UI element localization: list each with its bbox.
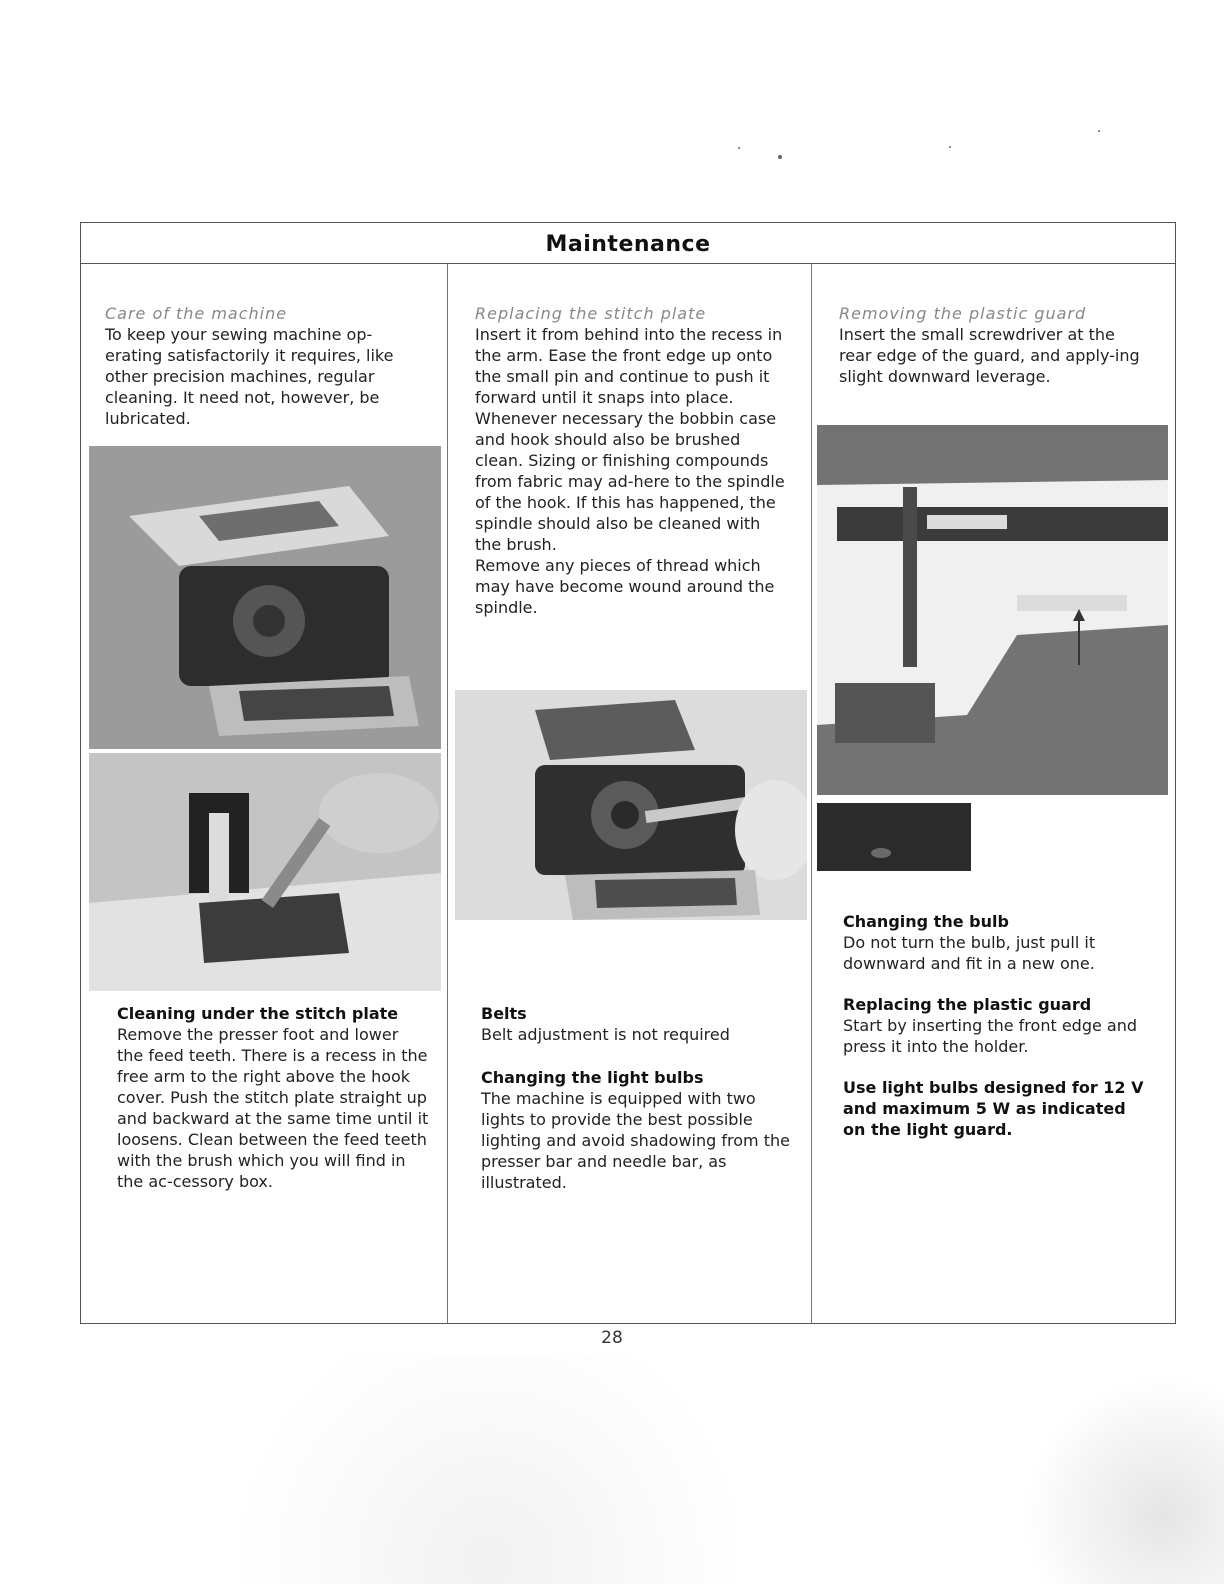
section-heading: Removing the plastic guard <box>839 304 1087 323</box>
section-heading: Replacing the plastic guard <box>843 995 1092 1014</box>
section-text: Remove any pieces of thread which may have become wound around the spindle. <box>475 556 775 617</box>
section-text: The machine is equipped with two lights to provide the best possible lighting and avoid shadowing from the presser bar and needle bar, as illustrated. <box>481 1089 790 1192</box>
scan-noise <box>0 1354 1224 1584</box>
section-heading: Cleaning under the stitch plate <box>117 1004 399 1023</box>
maintenance-page <box>80 222 1176 1324</box>
light-bulbs-section <box>481 1067 791 1193</box>
scan-speck <box>778 155 782 159</box>
section-text: Insert the small screwdriver at the rear edge of the guard, and apply-ing slight downward leverage. <box>839 325 1140 386</box>
column-3 <box>839 303 1149 387</box>
page-number: 28 <box>601 1328 623 1348</box>
cleaning-feed-teeth-photo <box>89 753 441 991</box>
column-1-lower <box>117 1003 429 1192</box>
scan-speck <box>1098 130 1100 132</box>
scan-speck <box>738 147 740 149</box>
column-3-lower <box>843 911 1153 1140</box>
bulb-spec-text: Use light bulbs designed for 12 V and maximum 5 W as indicated on the light guard. <box>843 1078 1144 1139</box>
replacing-guard-section <box>843 994 1153 1057</box>
stitch-plate-open-photo <box>89 446 441 749</box>
column-divider <box>811 264 812 1323</box>
bulb-spec-note <box>843 1077 1153 1140</box>
column-1 <box>105 303 425 429</box>
changing-bulb-section <box>843 911 1153 974</box>
plastic-guard-photo <box>817 425 1168 795</box>
section-heading: Replacing the stitch plate <box>475 304 707 323</box>
section-heading: Changing the bulb <box>843 912 1009 931</box>
bulb-detail-photo <box>817 803 971 871</box>
section-text: Whenever necessary the bobbin case and hook should also be brushed clean. Sizing or finishing compounds from fabric may ad-here to the spindle of the hook. If this has happened, the spindle should also be cleaned with the brush. <box>475 409 785 554</box>
column-2-lower <box>481 1003 791 1193</box>
section-text: Remove the presser foot and lower the feed teeth. There is a recess in the free arm to the right above the hook cover. Push the stitch plate straight up and backward at the same time until it loosens. Clean between the feed teeth with the brush which you will find in the ac-cessory box. <box>117 1025 429 1191</box>
section-text: To keep your sewing machine op-erating satisfactorily it requires, like other precision machines, regular cleaning. It need not, however, be lubricated. <box>105 325 394 428</box>
page-title: Maintenance <box>545 232 711 257</box>
section-heading: Changing the light bulbs <box>481 1068 704 1087</box>
section-heading: Care of the machine <box>105 304 288 323</box>
title-bar <box>81 223 1175 264</box>
column-divider <box>447 264 448 1323</box>
section-text: Belt adjustment is not required <box>481 1025 730 1044</box>
scan-speck <box>949 146 951 148</box>
column-2 <box>475 303 787 618</box>
belts-section <box>481 1003 791 1045</box>
brushing-hook-photo <box>455 690 807 920</box>
section-heading: Belts <box>481 1004 527 1023</box>
section-text: Insert it from behind into the recess in the arm. Ease the front edge up onto the small pin and continue to push it forward until it snaps into place. <box>475 325 783 407</box>
section-text: Do not turn the bulb, just pull it downward and fit in a new one. <box>843 933 1096 973</box>
section-text: Start by inserting the front edge and press it into the holder. <box>843 1016 1138 1056</box>
